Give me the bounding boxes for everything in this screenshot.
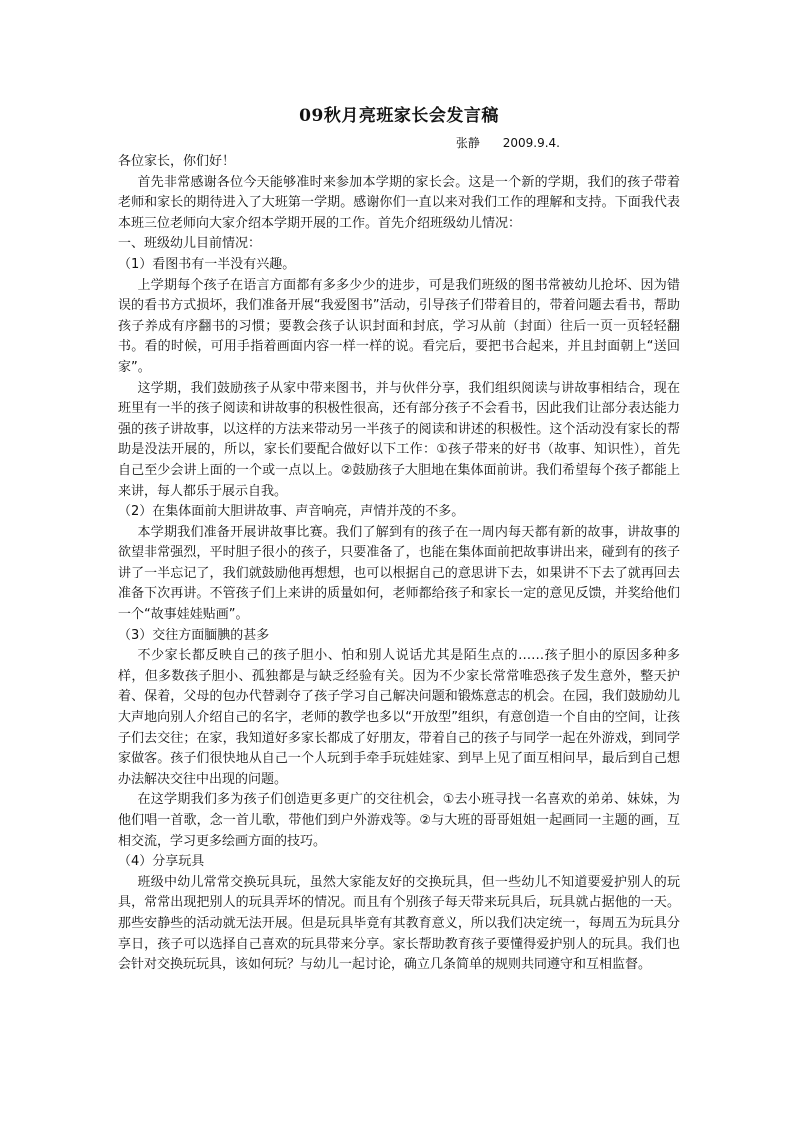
subheading-3: （3）交往方面腼腆的甚多 [118,627,270,643]
intro-paragraph: 首先非常感谢各位今天能够准时来参加本学期的家长会。这是一个新的学期，我们的孩子带着老师和家长的期待进入了大班第一学期。感谢你们一直以来对我们工作的理解和支持。下面我代表本班三位老师向大家介绍本学期开展的工作。首先介绍班级幼儿情况： [118,174,680,231]
author-date-line: 张静 2009.9.4. [455,136,560,150]
document-title: 09秋月亮班家长会发言稿 [299,106,499,126]
document-page [118,104,680,976]
paragraph-2-1: 本学期我们准备开展讲故事比赛。我们了解到有的孩子在一周内每天都有新的故事，讲故事的欲望非常强烈，平时胆子很小的孩子，只要准备了，也能在集体面前把故事讲出来，碰到有的孩子讲了一半忘记了，我们就鼓励他再想想，也可以根据自己的意思讲下去，如果讲不下去了就再回去准备下次再讲。不管孩子们上来讲的质量如何，老师都给孩子和家长一定的意见反馈，并奖给他们一个“故事娃娃贴画”。 [118,524,680,623]
paragraph-1-1: 上学期每个孩子在语言方面都有多多少少的进步，可是我们班级的图书常被幼儿抢坏、因为错误的看书方式损坏，我们准备开展“我爱图书”活动，引导孩子们带着目的，带着问题去看书，帮助孩子养成有序翻书的习惯；要教会孩子认识封面和封底，学习从前（封面）往后一页一页轻轻翻书。看的时候，可用手指着画面内容一样一样的说。看完后，要把书合起来，并且封面朝上“送回家”。 [118,277,680,375]
paragraph-3-2: 在这学期我们多为孩子们创造更多更广的交往机会，①去小班寻找一名喜欢的弟弟、妹妹，为他们唱一首歌，念一首儿歌，带他们到户外游戏等。②与大班的哥哥姐姐一起画同一主题的画，互相交流，学习更多绘画方面的技巧。 [118,792,680,849]
paragraph-1-2: 这学期，我们鼓励孩子从家中带来图书，并与伙伴分享，我们组织阅读与讲故事相结合，现在班里有一半的孩子阅读和讲故事的积极性很高，还有部分孩子不会看书，因此我们让部分表达能力强的孩子讲故事，以这样的方法来带动另一半孩子的阅读和讲述的积极性。这个活动没有家长的帮助是没法开展的，所以，家长们要配合做好以下工作：①孩子带来的好书（故事、知识性），首先自己至少会讲上面的一个或一点以上。②鼓励孩子大胆地在集体面前讲。我们希望每个孩子都能上来讲，每人都乐于展示自我。 [118,380,680,499]
greeting: 各位家长，你们好！ [118,154,236,169]
subheading-1: （1）看图书有一半没有兴趣。 [118,256,296,272]
section-heading-1: 一、班级幼儿目前情况： [118,236,262,252]
subheading-4: （4）分享玩具 [118,854,205,870]
paragraph-4-1: 班级中幼儿常常交换玩具玩，虽然大家能友好的交换玩具，但一些幼儿不知道要爱护别人的玩具，常常出现把别人的玩具弄坏的情况。而且有个别孩子每天带来玩具后，玩具就占据他的一天。那些安静些的活动就无法开展。但是玩具毕竟有其教育意义，所以我们决定统一，每周五为玩具分享日，孩子可以选择自己喜欢的玩具带来分享。家长帮助教育孩子要懂得爱护别人的玩具。我们也会针对交换玩玩具，该如何玩？与幼儿一起讨论，确立几条简单的规则共同遵守和互相监督。 [118,874,680,973]
paragraph-3-1: 不少家长都反映自己的孩子胆小、怕和别人说话尤其是陌生点的……孩子胆小的原因多种多样，但多数孩子胆小、孤独都是与缺乏经验有关。因为不少家长常常唯恐孩子发生意外，整天护着、保着，父母的包办代替剥夺了孩子学习自己解决问题和锻炼意志的机会。在园，我们鼓励幼儿大声地向别人介绍自己的名字，老师的教学也多以“开放型”组织，有意创造一个自由的空间，让孩子们去交往；在家，我知道好多家长都成了好朋友，带着自己的孩子与同学一起在外游戏，到同学家做客。孩子们很快地从自己一个人玩到手牵手玩娃娃家、到早上见了面互相问早，最后到自己想办法解决交往中出现的问题。 [118,648,680,787]
subheading-2: （2）在集体面前大胆讲故事、声音响亮，声情并茂的不多。 [118,504,465,520]
